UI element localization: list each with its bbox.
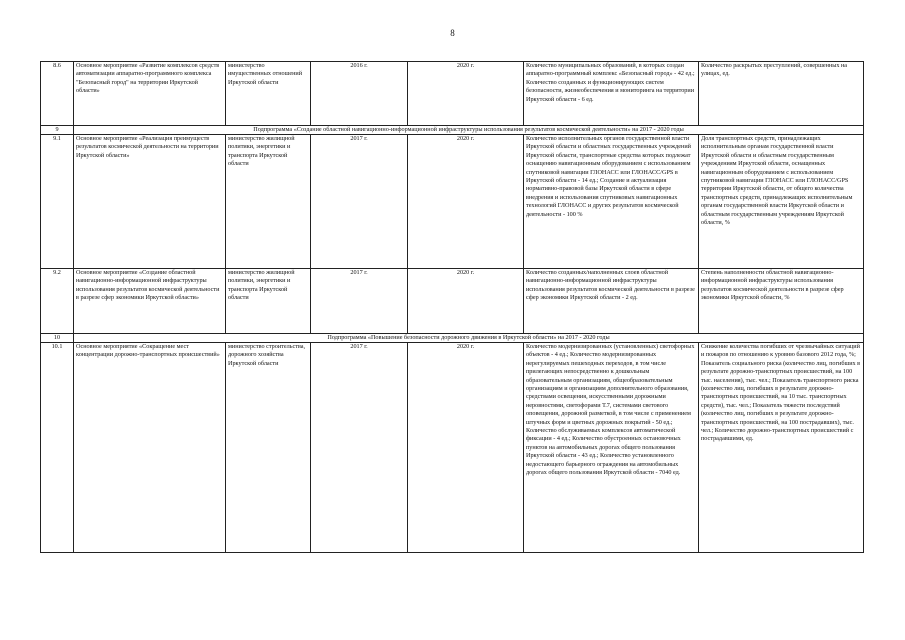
subprogram-title: Подпрограмма «Повышение безопасности дорожного движения в Иркутской области» на 2017 - 2020 годы bbox=[74, 334, 864, 343]
table-row bbox=[41, 343, 864, 553]
row-number: 8.6 bbox=[41, 62, 74, 126]
row-number: 9.1 bbox=[41, 135, 74, 269]
activity-cell: Основное мероприятие «Сокращение мест концентрации дорожно-транспортных происшествий» bbox=[74, 343, 226, 553]
activity-cell: Основное мероприятие «Развитие комплексов средств автоматизации аппаратно-программного комплекса "Безопасный город" на территории Иркутской области» bbox=[74, 62, 226, 126]
activity-cell: Основное мероприятие «Создание областной навигационно-информационной инфраструктуры использования результатов космической деятельности в разрезе сфер экономики Иркутской области» bbox=[74, 269, 226, 334]
row-number: 10 bbox=[41, 334, 74, 343]
end-year-cell: 2020 г. bbox=[408, 269, 524, 334]
indicators-cell: Количество созданных/наполненных слоев областной навигационно-информационной инфраструктуры использования результатов космической деятельности в разрезе сфер экономики Иркутской области - 2 ед. bbox=[524, 269, 699, 334]
indicators-cell: Количество исполнительных органов государственной власти Иркутской области и областных государственных учреждений Иркутской области, транспортные средства которых подлежат оснащению навигационным оборудованием с использованием спутниковой навигации ГЛОНАСС или ГЛОНАСС/GPS в Иркутской области - 14 ед.; Создание и актуализация нормативно-правовой базы Иркутской области в сфере внедрения и использования спутниковых навигационных технологий ГЛОНАСС и других результатов космической деятельности - 100 % bbox=[524, 135, 699, 269]
table-row bbox=[41, 269, 864, 334]
indicators-cell: Количество муниципальных образований, в которых создан аппаратно-программный комплекс «Безопасный город» - 42 ед.; Количество созданных и функционирующих систем безопасности, жизнеобеспечения и мониторинга на территории Иркутской области - 6 ед. bbox=[524, 62, 699, 126]
targets-cell: Количество раскрытых преступлений, совершенных на улицах, ед. bbox=[699, 62, 864, 126]
row-number: 9 bbox=[41, 126, 74, 135]
targets-cell: Снижение количества погибших от чрезвычайных ситуаций и пожаров по отношению к уровню базового 2012 года, %; Показатель социального риска (количество лиц, погибших в результате дорожно-транспортных происшествий, на 100 тыс. населения), тыс. чел.; Показатель транспортного риска (количество лиц, погибших в результате дорожно-транспортных происшествий, на 10 тыс. транспортных средств), тыс. чел.; Показатель тяжести последствий (количество лиц, погибших в результате дорожно-транспортных происшествий, на 100 пострадавших), тыс. чел.; Количество дорожно-транспортных происшествий с пострадавшими, ед. bbox=[699, 343, 864, 553]
executor-cell: министерство жилищной политики, энергетики и транспорта Иркутской области bbox=[226, 269, 311, 334]
targets-cell: Степень наполненности областной навигационно-информационной инфраструктуры использования результатов космической деятельности в разрезе сфер экономики Иркутской области, % bbox=[699, 269, 864, 334]
subprogram-title: Подпрограмма «Создание областной навигационно-информационной инфраструктуры использования результатов космической деятельности» на 2017 - 2020 годы bbox=[74, 126, 864, 135]
targets-cell: Доля транспортных средств, принадлежащих исполнительным органам государственной власти Иркутской области и областным государственным учреждениям Иркутской области, оснащенных навигационным оборудованием с использованием спутниковой навигации ГЛОНАСС или ГЛОНАСС/GPS территории Иркутской области, от общего количества транспортных средств, принадлежащих исполнительным органам государственной власти Иркутской области и областным государственным учреждениям Иркутской области, % bbox=[699, 135, 864, 269]
table-row bbox=[41, 62, 864, 126]
end-year-cell: 2020 г. bbox=[408, 343, 524, 553]
start-year-cell: 2017 г. bbox=[311, 269, 408, 334]
start-year-cell: 2017 г. bbox=[311, 343, 408, 553]
start-year-cell: 2016 г. bbox=[311, 62, 408, 126]
start-year-cell: 2017 г. bbox=[311, 135, 408, 269]
executor-cell: министерство жилищной политики, энергетики и транспорта Иркутской области bbox=[226, 135, 311, 269]
end-year-cell: 2020 г. bbox=[408, 62, 524, 126]
indicators-cell: Количество модернизированных (установленных) светофорных объектов - 4 ед.; Количество модернизированных нерегулируемых пешеходных переходов, в том числе прилегающих непосредственно к дошкольным образовательным организациям, общеобразовательным организациям и организациям дополнительного образования, средствами освещения, искусственными дорожными неровностями, светофорами Т.7, системами светового оповещения, дорожной разметкой, в том числе с применением штучных форм и цветных дорожных покрытий - 50 ед.; Количество обслуживаемых комплексов автоматической фиксации - 4 ед.; Количество обустроенных остановочных пунктов на автомобильных дорогах общего пользования Иркутской области - 43 ед.; Количество установленного недостающего барьерного ограждения на автомобильных дорогах общего пользования Иркутской области - 7040 ед. bbox=[524, 343, 699, 553]
executor-cell: министерство строительства, дорожного хозяйства Иркутской области bbox=[226, 343, 311, 553]
row-number: 9.2 bbox=[41, 269, 74, 334]
table-row bbox=[41, 135, 864, 269]
executor-cell: министерство имущественных отношений Иркутской области bbox=[226, 62, 311, 126]
subprogram-row bbox=[41, 334, 864, 343]
page-number: 8 bbox=[450, 28, 455, 38]
end-year-cell: 2020 г. bbox=[408, 135, 524, 269]
program-activities-table bbox=[40, 61, 864, 553]
row-number: 10.1 bbox=[41, 343, 74, 553]
subprogram-row bbox=[41, 126, 864, 135]
activity-cell: Основное мероприятие «Реализация преимуществ результатов космической деятельности на территории Иркутской области» bbox=[74, 135, 226, 269]
